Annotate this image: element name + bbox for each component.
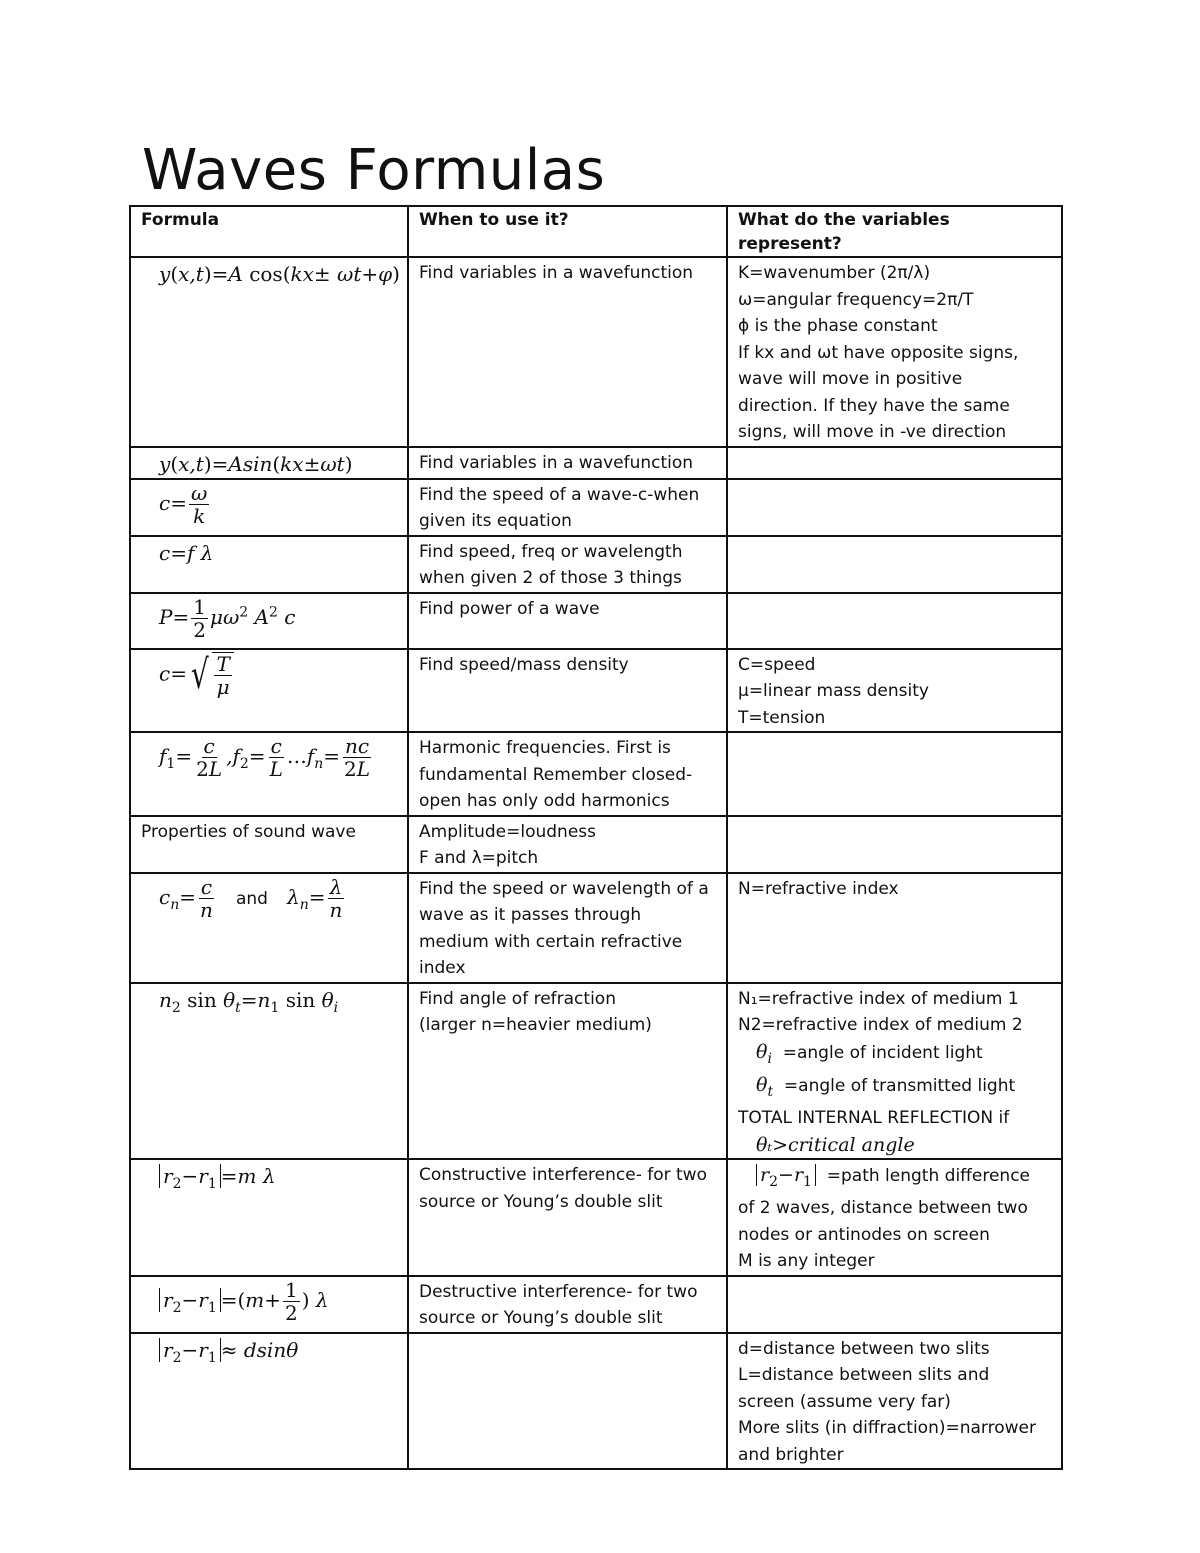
vars-cell: [727, 983, 1062, 1160]
when-line: F and λ=pitch: [419, 848, 539, 868]
vars-cell: [727, 593, 1062, 649]
vars-cell: [727, 1333, 1062, 1470]
table-row: [130, 816, 1062, 873]
vars-cell: [727, 447, 1062, 479]
vars-cell: [727, 536, 1062, 593]
when-cell: Find speed/mass density: [408, 649, 727, 733]
formula-wavefunction-sin: y(x,t)=Asin(kx±ωt): [159, 451, 353, 476]
page-title: Waves Formulas: [142, 138, 606, 203]
formula-cell: [130, 447, 408, 479]
when-cell: Find the speed of a wave-c-when given its equation: [408, 479, 727, 536]
when-cell: Find the speed or wavelength of a wave as it passes through medium with certain refractive index: [408, 873, 727, 983]
var-line: ω=angular frequency=2π/T: [738, 289, 974, 310]
vars-cell: [727, 649, 1062, 733]
formula-string-wave-speed: c= √ $\frac{T}{\mu}$: [141, 652, 397, 698]
var-line: L=distance between slits and: [738, 1365, 990, 1386]
formula-wave-power: P= $\frac{1}{2}$ $\mu\omega^2$ $A^2$ c: [159, 594, 296, 642]
header-formula: Formula: [130, 206, 408, 257]
when-cell: Destructive interference- for two source or Young’s double slit: [408, 1276, 727, 1333]
var-line: wave will move in positive: [738, 369, 963, 389]
when-line: Find angle of refraction: [419, 988, 616, 1009]
table-row: [130, 1276, 1062, 1333]
when-cell: Find variables in a wavefunction: [408, 447, 727, 479]
when-cell: Find speed, freq or wavelength when given 2 of those 3 things: [408, 536, 727, 593]
formula-cell: [130, 536, 408, 593]
var-line: and brighter: [738, 1444, 844, 1465]
var-text: =path length difference: [826, 1166, 1030, 1187]
formula-snells-law: $n_2$ $\sin \theta_t=n_1$ $\sin \theta_i$: [159, 987, 339, 1016]
var-line: N=refractive index: [738, 878, 899, 899]
formula-wave-speed-omega-k: c= $\frac{\omega}{k}$: [159, 480, 208, 528]
vars-cell: [727, 732, 1062, 816]
table-row: [130, 873, 1062, 983]
table-row: [130, 447, 1062, 479]
vars-cell: [727, 1276, 1062, 1333]
var-line: K=wavenumber (2π/λ): [738, 263, 931, 283]
formula-cell: [130, 1159, 408, 1276]
formula-cell: [130, 257, 408, 447]
formula-cell: [130, 732, 408, 816]
table-row: [130, 1159, 1062, 1276]
formula-cell: [130, 1276, 408, 1333]
when-cell: Harmonic frequencies. First is fundamental Remember closed-open has only odd harmonics: [408, 732, 727, 816]
var-line: TOTAL INTERNAL REFLECTION if: [738, 1108, 1010, 1129]
var-line: T=tension: [738, 707, 826, 728]
var-line: of 2 waves, distance between two: [738, 1198, 1028, 1219]
var-line: nodes or antinodes on screen: [738, 1224, 990, 1245]
when-cell: [408, 1333, 727, 1470]
var-line: M is any integer: [738, 1251, 875, 1272]
formula-cell: [130, 873, 408, 983]
header-when: When to use it?: [408, 206, 727, 257]
vars-cell: [727, 479, 1062, 536]
formula-path-difference-slits: $r_2-r_1 \approx dsin\theta$: [141, 1336, 397, 1372]
table-row: [130, 732, 1062, 816]
formula-cell: [130, 593, 408, 649]
table-row: [130, 593, 1062, 649]
table-row: [130, 479, 1062, 536]
table-row: [130, 536, 1062, 593]
var-line-theta-t: $\theta_t$ =angle of transmitted light: [756, 1073, 1016, 1100]
var-line: ϕ is the phase constant: [738, 316, 938, 336]
formula-cell: Properties of sound wave: [130, 816, 408, 873]
var-line: d=distance between two slits: [738, 1338, 990, 1359]
var-text: =angle of transmitted light: [783, 1075, 1016, 1096]
var-line-theta-i: $\theta_i$ =angle of incident light: [756, 1040, 983, 1067]
formula-cell: [130, 1333, 408, 1470]
formula-destructive-interference: $r_2-r_1 =(m+$ $\frac{1}{2}$ ) λ: [141, 1279, 397, 1324]
formula-cell: [130, 479, 408, 536]
var-line: signs, will move in -ve direction: [738, 422, 1007, 442]
vars-cell: [727, 1159, 1062, 1276]
formula-table: [129, 205, 1063, 1470]
vars-cell: [727, 816, 1062, 873]
table-header-row: [130, 206, 1062, 257]
table-row: [130, 983, 1062, 1160]
table-row: [130, 257, 1062, 447]
formula-constructive-interference: $r_2-r_1 =m$ λ: [141, 1162, 397, 1198]
var-line: direction. If they have the same: [738, 395, 1010, 416]
var-line-path-difference: $r_2-r_1$ =path length difference: [738, 1162, 1051, 1195]
var-line: screen (assume very far): [738, 1391, 951, 1412]
formula-cell: [130, 983, 408, 1160]
table-row: [130, 649, 1062, 733]
and-word: and: [235, 888, 268, 909]
var-line: C=speed: [738, 654, 816, 675]
when-cell: [408, 983, 727, 1160]
formula-cell: [130, 649, 408, 733]
when-cell: Find power of a wave: [408, 593, 727, 649]
when-line: Amplitude=loudness: [419, 821, 596, 842]
header-vars: What do the variables represent?: [727, 206, 1062, 257]
when-cell: Constructive interference- for two source or Young’s double slit: [408, 1159, 727, 1276]
when-cell: Find variables in a wavefunction: [408, 257, 727, 447]
vars-cell: [727, 873, 1062, 983]
table-row: [130, 1333, 1062, 1470]
var-line-tir-condition: θₜ>critical angle: [756, 1133, 915, 1156]
var-text: =angle of incident light: [782, 1042, 983, 1063]
vars-cell: [727, 257, 1062, 447]
var-line: μ=linear mass density: [738, 681, 929, 701]
formula-wavefunction-cos: y(x,t)=A cos(kx± ωt+φ): [159, 262, 400, 286]
formula-wave-speed-f-lambda: c=f λ: [159, 540, 214, 565]
when-line: (larger n=heavier medium): [419, 1015, 652, 1035]
var-line: If kx and ωt have opposite signs,: [738, 342, 1019, 363]
var-line: More slits (in diffraction)=narrower: [738, 1418, 1036, 1439]
formula-harmonic-frequencies: $f_1=$ $\frac{c}{2L}$ $,f_2=$ $\frac{c}{L}$ $\dots f_n=$ $\frac{nc}{2L}$: [159, 734, 371, 781]
formula-refractive-speed-wavelength: $c_n=$ $\frac{c}{n}$ and $\lambda_n=$ $\frac{\lambda}{n}$: [159, 874, 343, 922]
var-line: N₁=refractive index of medium 1: [738, 988, 1019, 1009]
var-line: N2=refractive index of medium 2: [738, 1015, 1023, 1035]
when-cell: [408, 816, 727, 873]
